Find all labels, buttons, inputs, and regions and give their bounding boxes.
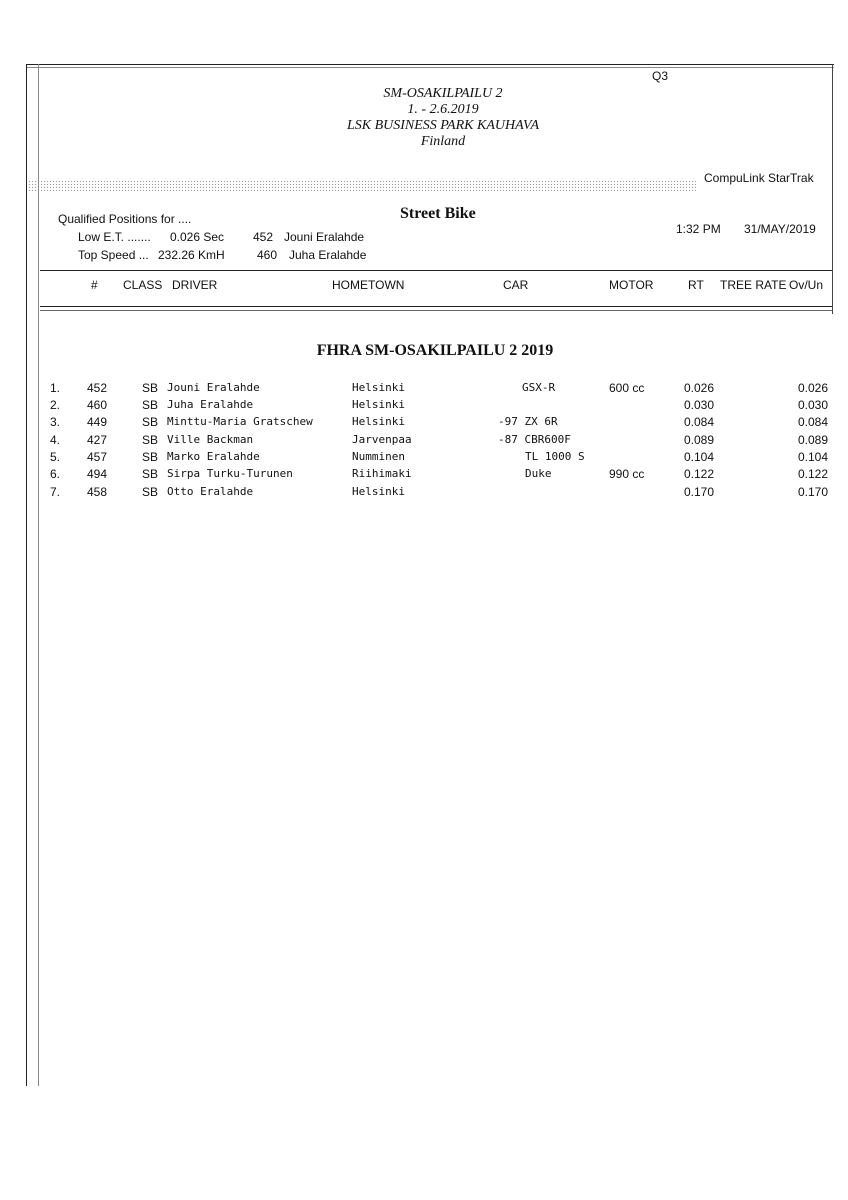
col-header-ovun: Ov/Un xyxy=(789,278,824,292)
col-header-car: CAR xyxy=(503,278,529,292)
pos-cell: 7. xyxy=(50,485,61,499)
hometown-cell: Helsinki xyxy=(352,381,405,394)
class-cell: SB xyxy=(142,415,159,429)
hometown-cell: Helsinki xyxy=(352,415,405,428)
class-cell: SB xyxy=(142,433,159,447)
low-et-value: 0.026 Sec xyxy=(170,230,225,244)
class-cell: SB xyxy=(142,381,159,395)
frame-top-line-inner xyxy=(26,67,834,68)
rt-cell: 0.030 xyxy=(684,398,715,412)
car-cell: -87 CBR600F xyxy=(498,433,571,446)
rule-above-headers xyxy=(40,270,832,271)
col-header-class: CLASS xyxy=(123,278,163,292)
event-name: SM-OSAKILPAILU 2 xyxy=(383,86,503,101)
rt-cell: 0.122 xyxy=(684,467,715,481)
top-speed-driver: Juha Eralahde xyxy=(289,248,367,262)
driver-cell: Ville Backman xyxy=(167,433,254,446)
class-cell: SB xyxy=(142,467,159,481)
event-country: Finland xyxy=(420,134,466,149)
num-cell: 460 xyxy=(87,398,108,412)
frame-left-line xyxy=(26,64,27,1086)
pos-cell: 5. xyxy=(50,450,61,464)
rt-cell: 0.089 xyxy=(684,433,715,447)
event-header xyxy=(200,86,686,150)
software-name: CompuLink StarTrak xyxy=(704,171,814,185)
pos-cell: 6. xyxy=(50,467,61,481)
ovun-cell: 0.084 xyxy=(797,415,828,429)
num-cell: 452 xyxy=(87,381,108,395)
rt-cell: 0.170 xyxy=(684,485,715,499)
frame-right-line xyxy=(832,64,833,314)
rt-cell: 0.026 xyxy=(684,381,715,395)
qualified-label: Qualified Positions for .... xyxy=(58,212,192,226)
car-cell: -97 ZX 6R xyxy=(498,415,558,428)
col-header-rt: RT xyxy=(688,278,704,292)
table-row xyxy=(0,415,848,432)
hometown-cell: Jarvenpaa xyxy=(352,433,412,446)
dotted-band xyxy=(28,180,696,191)
num-cell: 457 xyxy=(87,450,108,464)
car-cell: TL 1000 S xyxy=(525,450,585,463)
low-et-driver: Jouni Eralahde xyxy=(284,230,365,244)
col-header-motor: MOTOR xyxy=(609,278,654,292)
class-cell: SB xyxy=(142,398,159,412)
table-row xyxy=(0,433,848,450)
ovun-cell: 0.104 xyxy=(797,450,828,464)
rule-below-headers xyxy=(40,306,832,307)
hometown-cell: Numminen xyxy=(352,450,405,463)
frame-left-line-inner xyxy=(38,64,39,1086)
rt-cell: 0.084 xyxy=(684,415,715,429)
low-et-number: 452 xyxy=(253,230,274,244)
frame-top-line xyxy=(26,64,834,65)
table-row xyxy=(0,467,848,484)
hometown-cell: Helsinki xyxy=(352,398,405,411)
num-cell: 494 xyxy=(87,467,108,481)
num-cell: 458 xyxy=(87,485,108,499)
motor-cell: 990 cc xyxy=(609,467,645,481)
class-cell: SB xyxy=(142,485,159,499)
table-row xyxy=(0,450,848,467)
driver-cell: Jouni Eralahde xyxy=(167,381,260,394)
print-time: 1:32 PM xyxy=(676,222,721,236)
table-row xyxy=(0,398,848,415)
ovun-cell: 0.122 xyxy=(797,467,828,481)
pos-cell: 4. xyxy=(50,433,61,447)
motor-cell: 600 cc xyxy=(609,381,645,395)
low-et-label: Low E.T. ....... xyxy=(78,230,151,244)
ovun-cell: 0.026 xyxy=(797,381,828,395)
car-cell: Duke xyxy=(525,467,552,480)
num-cell: 449 xyxy=(87,415,108,429)
driver-cell: Juha Eralahde xyxy=(167,398,254,411)
rt-cell: 0.104 xyxy=(684,450,715,464)
pos-cell: 2. xyxy=(50,398,61,412)
event-venue: LSK BUSINESS PARK KAUHAVA xyxy=(346,118,540,133)
print-date: 31/MAY/2019 xyxy=(744,222,816,236)
table-row xyxy=(0,381,848,398)
pos-cell: 1. xyxy=(50,381,61,395)
col-header-tree-rate: TREE RATE xyxy=(720,278,787,292)
driver-cell: Otto Eralahde xyxy=(167,485,254,498)
results-title: FHRA SM-OSAKILPAILU 2 2019 xyxy=(316,342,554,359)
rule-below-headers-2 xyxy=(40,310,832,311)
ovun-cell: 0.170 xyxy=(797,485,828,499)
num-cell: 427 xyxy=(87,433,108,447)
hometown-cell: Riihimaki xyxy=(352,467,412,480)
pos-cell: 3. xyxy=(50,415,61,429)
top-speed-number: 460 xyxy=(257,248,278,262)
col-header-driver: DRIVER xyxy=(172,278,218,292)
page-code: Q3 xyxy=(652,69,669,83)
class-title: Street Bike xyxy=(400,205,476,222)
driver-cell: Sirpa Turku-Turunen xyxy=(167,467,293,480)
ovun-cell: 0.089 xyxy=(797,433,828,447)
top-speed-value: 232.26 KmH xyxy=(158,248,225,262)
driver-cell: Marko Eralahde xyxy=(167,450,260,463)
ovun-cell: 0.030 xyxy=(797,398,828,412)
event-dates: 1. - 2.6.2019 xyxy=(407,102,479,117)
table-row xyxy=(0,485,848,502)
top-speed-label: Top Speed ... xyxy=(78,248,149,262)
col-header-num: # xyxy=(91,278,98,292)
col-header-hometown: HOMETOWN xyxy=(332,278,405,292)
driver-cell: Minttu-Maria Gratschew xyxy=(167,415,313,428)
class-cell: SB xyxy=(142,450,159,464)
car-cell: GSX-R xyxy=(522,381,556,394)
hometown-cell: Helsinki xyxy=(352,485,405,498)
